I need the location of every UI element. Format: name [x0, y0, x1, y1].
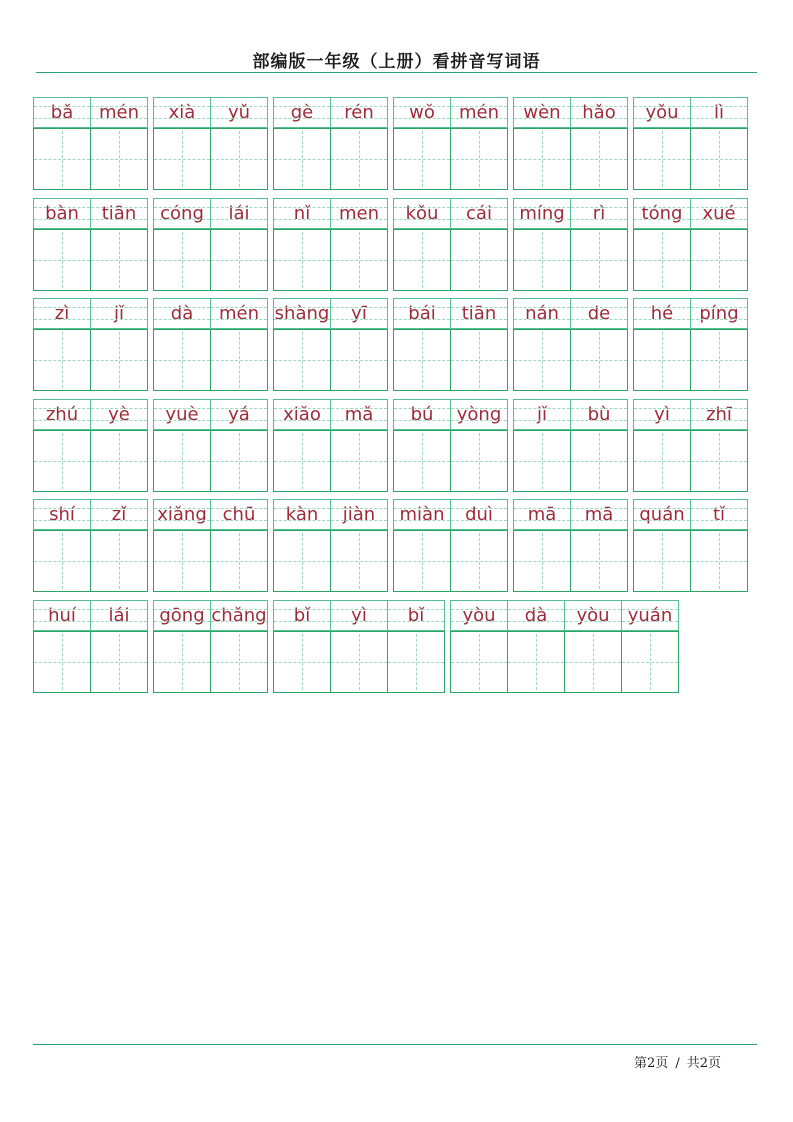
writing-row	[633, 430, 748, 492]
writing-row	[513, 229, 628, 291]
writing-row	[33, 329, 148, 391]
word-group	[33, 499, 148, 592]
pinyin-syllable: dà	[507, 600, 565, 631]
pinyin-row	[153, 499, 268, 530]
word-group	[450, 600, 679, 693]
pinyin-syllable: nán	[513, 298, 571, 329]
worksheet-grid	[33, 97, 793, 700]
pinyin-syllable: miàn	[393, 499, 451, 530]
writing-box	[387, 631, 445, 693]
pinyin-syllable: yè	[90, 399, 148, 430]
pinyin-syllable: cóng	[153, 198, 211, 229]
writing-box	[570, 329, 628, 391]
pinyin-syllable: wèn	[513, 97, 571, 128]
pinyin-syllable: mā	[570, 499, 628, 530]
word-group	[513, 499, 628, 592]
word-group	[513, 97, 628, 190]
pinyin-syllable: xiǎng	[153, 499, 211, 530]
pinyin-syllable: bàn	[33, 198, 91, 229]
writing-row	[633, 329, 748, 391]
pinyin-row	[153, 97, 268, 128]
pinyin-row	[153, 298, 268, 329]
pinyin-syllable: lái	[90, 600, 148, 631]
writing-box	[690, 430, 748, 492]
writing-box	[633, 329, 691, 391]
pinyin-row	[513, 399, 628, 430]
writing-box	[564, 631, 622, 693]
writing-box	[633, 128, 691, 190]
pinyin-syllable: yì	[330, 600, 388, 631]
pinyin-syllable: bú	[393, 399, 451, 430]
word-group	[273, 600, 445, 693]
pinyin-row	[393, 97, 508, 128]
pinyin-row	[513, 198, 628, 229]
writing-row	[153, 530, 268, 592]
writing-box	[273, 128, 331, 190]
pinyin-syllable: huí	[33, 600, 91, 631]
writing-box	[690, 128, 748, 190]
pinyin-syllable: mén	[450, 97, 508, 128]
pinyin-syllable: gè	[273, 97, 331, 128]
word-group	[33, 298, 148, 391]
word-group	[153, 600, 268, 693]
word-group	[33, 97, 148, 190]
pinyin-syllable: mā	[513, 499, 571, 530]
pinyin-row	[393, 499, 508, 530]
word-group	[513, 198, 628, 291]
writing-row	[273, 329, 388, 391]
pinyin-syllable: píng	[690, 298, 748, 329]
word-group	[273, 298, 388, 391]
writing-box	[90, 530, 148, 592]
pinyin-row	[633, 499, 748, 530]
writing-box	[210, 229, 268, 291]
writing-row	[273, 631, 445, 693]
pinyin-syllable: xué	[690, 198, 748, 229]
pinyin-syllable: hǎo	[570, 97, 628, 128]
pinyin-syllable: zhú	[33, 399, 91, 430]
writing-row	[273, 128, 388, 190]
word-row	[33, 198, 793, 291]
pinyin-row	[273, 198, 388, 229]
pinyin-syllable: wǒ	[393, 97, 451, 128]
pinyin-row	[633, 298, 748, 329]
pinyin-syllable: lái	[210, 198, 268, 229]
pinyin-row	[273, 97, 388, 128]
word-row	[33, 499, 793, 592]
writing-row	[33, 631, 148, 693]
writing-row	[153, 128, 268, 190]
word-group	[393, 298, 508, 391]
writing-box	[570, 128, 628, 190]
writing-box	[450, 530, 508, 592]
pinyin-syllable: bǎ	[33, 97, 91, 128]
word-group	[633, 198, 748, 291]
pinyin-syllable: lì	[690, 97, 748, 128]
writing-box	[273, 430, 331, 492]
pinyin-syllable: bǐ	[273, 600, 331, 631]
pinyin-syllable: míng	[513, 198, 571, 229]
writing-box	[210, 128, 268, 190]
writing-box	[690, 329, 748, 391]
writing-box	[90, 229, 148, 291]
pinyin-row	[273, 399, 388, 430]
writing-box	[153, 329, 211, 391]
writing-box	[153, 430, 211, 492]
pinyin-syllable: nǐ	[273, 198, 331, 229]
writing-row	[273, 229, 388, 291]
pinyin-syllable: yòu	[450, 600, 508, 631]
writing-row	[393, 430, 508, 492]
writing-box	[273, 229, 331, 291]
writing-box	[393, 430, 451, 492]
word-group	[633, 399, 748, 492]
pinyin-syllable: tóng	[633, 198, 691, 229]
pinyin-syllable: zhī	[690, 399, 748, 430]
writing-row	[153, 631, 268, 693]
word-group	[153, 399, 268, 492]
writing-row	[513, 430, 628, 492]
writing-box	[513, 530, 571, 592]
writing-box	[33, 430, 91, 492]
pinyin-syllable: jiàn	[330, 499, 388, 530]
pinyin-row	[33, 198, 148, 229]
writing-box	[153, 631, 211, 693]
pinyin-syllable: yì	[633, 399, 691, 430]
pinyin-syllable: rì	[570, 198, 628, 229]
writing-box	[513, 229, 571, 291]
pinyin-syllable: yuè	[153, 399, 211, 430]
pinyin-row	[153, 399, 268, 430]
writing-box	[621, 631, 679, 693]
pinyin-syllable: yuán	[621, 600, 679, 631]
page-title: 部编版一年级（上册）看拼音写词语	[252, 52, 541, 72]
word-group	[393, 399, 508, 492]
pinyin-syllable: tǐ	[690, 499, 748, 530]
pinyin-row	[393, 399, 508, 430]
writing-box	[513, 128, 571, 190]
writing-row	[513, 329, 628, 391]
pinyin-syllable: jǐ	[513, 399, 571, 430]
pinyin-row	[513, 298, 628, 329]
pinyin-row	[633, 97, 748, 128]
pinyin-syllable: zǐ	[90, 499, 148, 530]
writing-row	[513, 128, 628, 190]
pinyin-syllable: rén	[330, 97, 388, 128]
writing-box	[33, 631, 91, 693]
pinyin-row	[273, 298, 388, 329]
word-group	[33, 399, 148, 492]
pinyin-row	[393, 198, 508, 229]
writing-box	[393, 329, 451, 391]
pinyin-syllable: kàn	[273, 499, 331, 530]
writing-row	[33, 430, 148, 492]
writing-box	[33, 229, 91, 291]
writing-row	[393, 530, 508, 592]
pinyin-syllable: mǎ	[330, 399, 388, 430]
word-group	[33, 600, 148, 693]
writing-box	[330, 631, 388, 693]
pinyin-row	[33, 97, 148, 128]
word-group	[393, 198, 508, 291]
pinyin-syllable: de	[570, 298, 628, 329]
pinyin-syllable: yǔ	[210, 97, 268, 128]
pinyin-syllable: kǒu	[393, 198, 451, 229]
word-row	[33, 399, 793, 492]
header-divider	[36, 72, 757, 73]
writing-box	[450, 631, 508, 693]
word-group	[273, 499, 388, 592]
pinyin-syllable: quán	[633, 499, 691, 530]
writing-box	[633, 229, 691, 291]
writing-box	[273, 631, 331, 693]
pinyin-syllable: yòng	[450, 399, 508, 430]
writing-box	[513, 430, 571, 492]
writing-box	[633, 430, 691, 492]
word-group	[273, 97, 388, 190]
writing-box	[690, 530, 748, 592]
writing-row	[33, 229, 148, 291]
writing-box	[513, 329, 571, 391]
pinyin-row	[153, 198, 268, 229]
writing-row	[633, 229, 748, 291]
writing-box	[450, 329, 508, 391]
word-group	[153, 97, 268, 190]
word-row	[33, 600, 793, 693]
writing-box	[33, 128, 91, 190]
writing-row	[153, 329, 268, 391]
writing-row	[450, 631, 679, 693]
writing-box	[450, 229, 508, 291]
pinyin-syllable: shí	[33, 499, 91, 530]
pinyin-syllable: men	[330, 198, 388, 229]
writing-row	[33, 530, 148, 592]
pinyin-row	[513, 97, 628, 128]
writing-box	[153, 128, 211, 190]
word-group	[513, 298, 628, 391]
writing-box	[90, 329, 148, 391]
writing-box	[153, 229, 211, 291]
writing-box	[273, 530, 331, 592]
writing-box	[690, 229, 748, 291]
pinyin-row	[33, 499, 148, 530]
pinyin-syllable: yī	[330, 298, 388, 329]
writing-row	[273, 530, 388, 592]
pinyin-syllable: zì	[33, 298, 91, 329]
writing-box	[330, 430, 388, 492]
pinyin-syllable: shàng	[273, 298, 331, 329]
pinyin-syllable: jǐ	[90, 298, 148, 329]
pinyin-syllable: yòu	[564, 600, 622, 631]
footer-divider	[33, 1044, 757, 1045]
pinyin-syllable: mén	[210, 298, 268, 329]
writing-box	[450, 128, 508, 190]
writing-box	[450, 430, 508, 492]
pinyin-syllable: xiǎo	[273, 399, 331, 430]
writing-box	[90, 631, 148, 693]
pinyin-syllable: duì	[450, 499, 508, 530]
pinyin-row	[273, 600, 445, 631]
writing-row	[273, 430, 388, 492]
pinyin-row	[450, 600, 679, 631]
pinyin-syllable: bái	[393, 298, 451, 329]
pinyin-row	[33, 298, 148, 329]
writing-row	[153, 430, 268, 492]
writing-box	[393, 530, 451, 592]
word-group	[33, 198, 148, 291]
pinyin-row	[33, 399, 148, 430]
word-row	[33, 97, 793, 190]
word-group	[513, 399, 628, 492]
writing-box	[153, 530, 211, 592]
writing-row	[393, 128, 508, 190]
pinyin-syllable: hé	[633, 298, 691, 329]
writing-box	[210, 329, 268, 391]
pinyin-row	[393, 298, 508, 329]
writing-row	[633, 128, 748, 190]
writing-row	[153, 229, 268, 291]
writing-row	[393, 229, 508, 291]
pinyin-syllable: cái	[450, 198, 508, 229]
pinyin-syllable: bù	[570, 399, 628, 430]
pinyin-syllable: yá	[210, 399, 268, 430]
pinyin-syllable: gōng	[153, 600, 211, 631]
pinyin-syllable: chǎng	[210, 600, 268, 631]
word-group	[633, 97, 748, 190]
word-group	[153, 499, 268, 592]
page-number	[634, 1052, 721, 1071]
writing-box	[330, 329, 388, 391]
pinyin-syllable: yǒu	[633, 97, 691, 128]
writing-box	[330, 530, 388, 592]
pinyin-syllable: mén	[90, 97, 148, 128]
word-group	[273, 399, 388, 492]
writing-box	[90, 128, 148, 190]
word-group	[633, 298, 748, 391]
word-group	[393, 97, 508, 190]
writing-row	[513, 530, 628, 592]
writing-box	[570, 430, 628, 492]
word-group	[633, 499, 748, 592]
pinyin-syllable: xià	[153, 97, 211, 128]
writing-box	[330, 128, 388, 190]
pinyin-row	[33, 600, 148, 631]
total-pages-label: 共2页	[686, 1056, 721, 1071]
word-group	[273, 198, 388, 291]
pinyin-syllable: tiān	[90, 198, 148, 229]
writing-box	[393, 229, 451, 291]
pinyin-row	[153, 600, 268, 631]
pinyin-row	[513, 499, 628, 530]
writing-box	[33, 329, 91, 391]
pinyin-syllable: tiān	[450, 298, 508, 329]
writing-box	[393, 128, 451, 190]
writing-box	[507, 631, 565, 693]
pinyin-row	[273, 499, 388, 530]
writing-box	[210, 430, 268, 492]
writing-box	[210, 530, 268, 592]
current-page-label: 第2页	[634, 1056, 669, 1071]
pinyin-syllable: bǐ	[387, 600, 445, 631]
pinyin-row	[633, 399, 748, 430]
writing-box	[330, 229, 388, 291]
word-row	[33, 298, 793, 391]
writing-box	[273, 329, 331, 391]
writing-row	[633, 530, 748, 592]
writing-row	[393, 329, 508, 391]
writing-box	[570, 530, 628, 592]
writing-box	[210, 631, 268, 693]
pinyin-syllable: chū	[210, 499, 268, 530]
writing-box	[570, 229, 628, 291]
word-group	[153, 198, 268, 291]
word-group	[153, 298, 268, 391]
writing-box	[33, 530, 91, 592]
writing-box	[633, 530, 691, 592]
word-group	[393, 499, 508, 592]
writing-row	[33, 128, 148, 190]
writing-box	[90, 430, 148, 492]
page-separator: /	[675, 1056, 680, 1071]
pinyin-syllable: dà	[153, 298, 211, 329]
pinyin-row	[633, 198, 748, 229]
